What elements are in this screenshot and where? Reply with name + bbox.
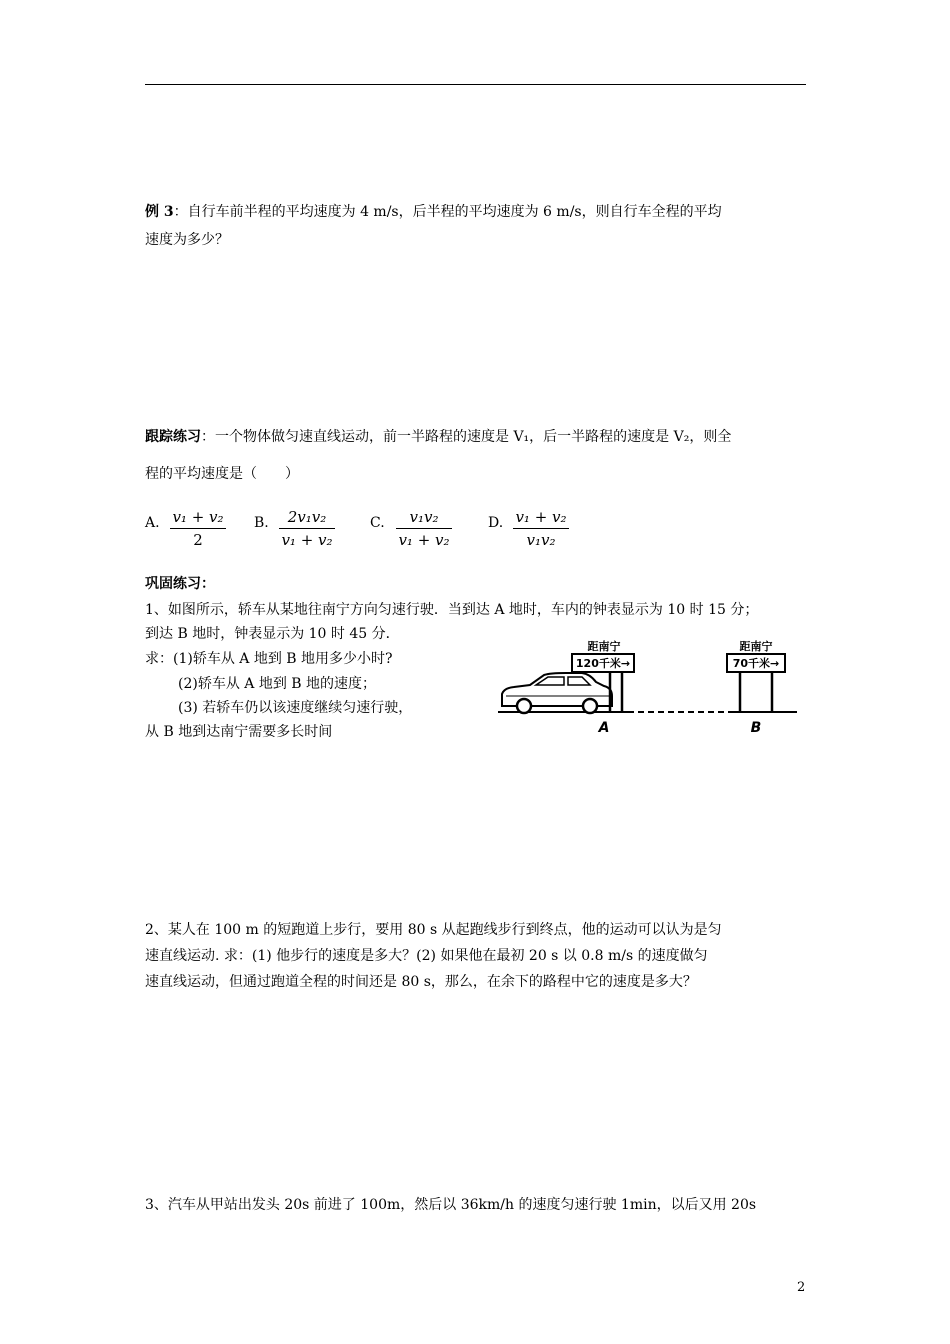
q1-sub2: (2)轿车从 A 地到 B 地的速度； <box>178 676 377 692</box>
car-icon <box>502 673 612 713</box>
option-c-fraction <box>396 508 452 549</box>
option-b-fraction <box>279 508 335 549</box>
label-a: A <box>598 720 610 736</box>
sign-b-text: 70千米→ <box>732 657 780 670</box>
label-b: B <box>750 720 762 736</box>
sign-b-title: 距南宁 <box>739 640 773 653</box>
option-c-letter: C. <box>370 515 385 531</box>
example3-line1 <box>145 203 722 221</box>
sign-a-title: 距南宁 <box>587 640 621 653</box>
option-a-fraction <box>170 508 226 549</box>
tracking-text: ：一个物体做匀速直线运动，前一半路程的速度是 V₁，后一半路程的速度是 V₂，则全 <box>201 429 732 445</box>
option-d-denominator: v₁v₂ <box>526 531 556 549</box>
tracking-label: 跟踪练习 <box>145 429 201 445</box>
option-d-fraction <box>513 508 569 549</box>
option-b-numerator: 2v₁v₂ <box>287 508 327 526</box>
q2-line1: 2、某人在 100 m 的短跑道上步行，要用 80 s 从起跑线步行到终点，他的运动可以认为是匀 <box>145 922 722 938</box>
tracking-line1 <box>145 428 731 446</box>
car-signpost-figure <box>492 636 804 744</box>
option-c-bar <box>396 528 452 529</box>
q3-line1: 3、汽车从甲站出发头 20s 前进了 100m，然后以 36km/h 的速度匀速行驶 1min，以后又用 20s <box>145 1197 757 1213</box>
header-rule <box>145 84 806 85</box>
option-a-letter: A. <box>145 515 160 531</box>
option-c-numerator: v₁v₂ <box>409 508 439 526</box>
tracking-line2: 程的平均速度是（ ） <box>145 466 299 482</box>
consolidate-heading: 巩固练习： <box>145 576 215 592</box>
q1-sub4: 从 B 地到达南宁需要多长时间 <box>145 724 333 740</box>
page-number: 2 <box>797 1280 806 1295</box>
example3-line2: 速度为多少？ <box>145 232 229 248</box>
q1-sub3: (3) 若轿车仍以该速度继续匀速行驶， <box>178 700 413 716</box>
example3-label: 例 3 <box>145 204 174 220</box>
q2-line3: 速直线运动，但通过跑道全程的时间还是 80 s，那么，在余下的路程中它的速度是多大？ <box>145 974 697 990</box>
option-d-bar <box>513 528 569 529</box>
q1-line1: 1、如图所示，轿车从某地往南宁方向匀速行驶．当到达 A 地时，车内的钟表显示为 10 时 15 分； <box>145 602 759 618</box>
option-d-numerator: v₁ + v₂ <box>515 508 567 526</box>
option-b-bar <box>279 528 335 529</box>
sign-a-text: 120千米→ <box>575 657 631 670</box>
q1-sub1: 求：(1)轿车从 A 地到 B 地用多少小时? <box>145 651 393 667</box>
option-a-numerator: v₁ + v₂ <box>172 508 224 526</box>
option-b-denominator: v₁ + v₂ <box>281 531 333 549</box>
option-c-denominator: v₁ + v₂ <box>398 531 450 549</box>
option-d-letter: D. <box>488 515 504 531</box>
q2-line2: 速直线运动. 求：(1) 他步行的速度是多大？(2) 如果他在最初 20 s 以 0.8 m/s 的速度做匀 <box>145 948 708 964</box>
option-a-bar <box>170 528 226 529</box>
example3-text: ：自行车前半程的平均速度为 4 m/s，后半程的平均速度为 6 m/s，则自行车全程的平均 <box>173 204 722 220</box>
q1-line2: 到达 B 地时，钟表显示为 10 时 45 分． <box>145 626 400 642</box>
option-a-denominator: 2 <box>193 531 203 549</box>
option-b-letter: B. <box>254 515 269 531</box>
